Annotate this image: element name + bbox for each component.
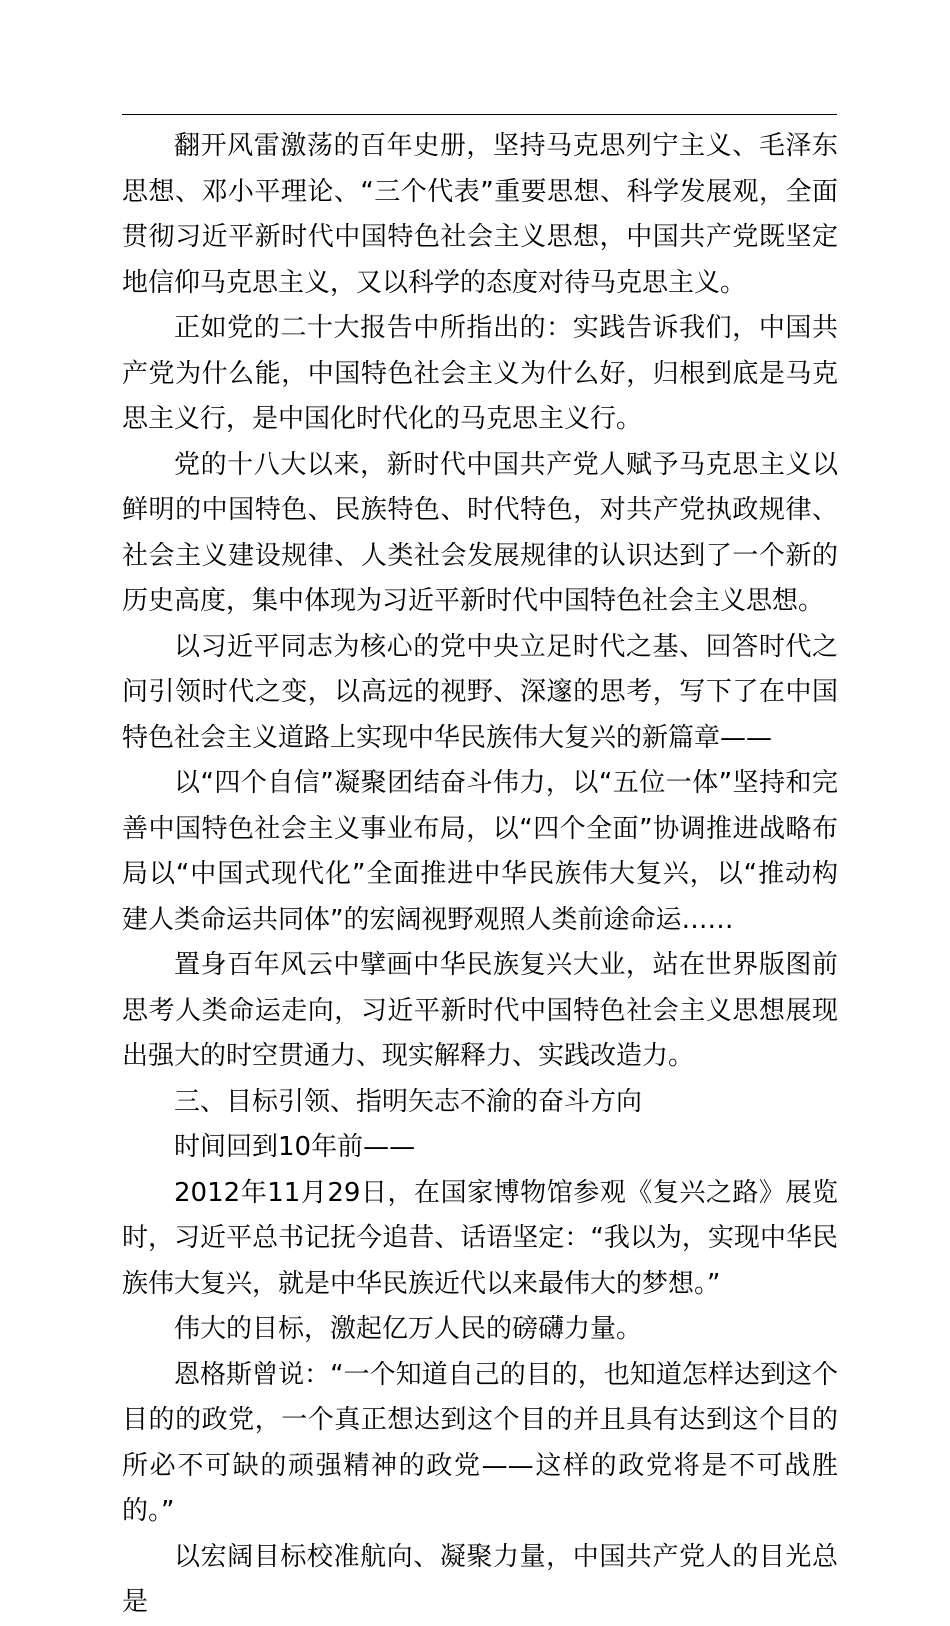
document-body xyxy=(122,124,838,1626)
paragraph-4: 以习近平同志为核心的党中央立足时代之基、回答时代之问引领时代之变，以高远的视野、深邃的思考，写下了在中国特色社会主义道路上实现中华民族伟大复兴的新篇章—— xyxy=(122,631,838,753)
paragraph-9: 伟大的目标，激起亿万人民的磅礴力量。 xyxy=(174,1314,643,1344)
paragraph-10: 恩格斯曾说：“一个知道自己的目的，也知道怎样达到这个目的的政党，一个真正想达到这个目的并且具有达到这个目的所必不可缺的顽强精神的政党——这样的政党将是不可战胜的。” xyxy=(122,1359,838,1526)
paragraph-2: 正如党的二十大报告中所指出的：实践告诉我们，中国共产党为什么能，中国特色社会主义为什么好，归根到底是马克思主义行，是中国化时代化的马克思主义行。 xyxy=(122,313,838,434)
paragraph-6: 置身百年风云中擘画中华民族复兴大业，站在世界版图前思考人类命运走向，习近平新时代中国特色社会主义思想展现出强大的时空贯通力、现实解释力、实践改造力。 xyxy=(122,950,838,1071)
section-heading: 三、目标引领、指明矢志不渝的奋斗方向 xyxy=(174,1086,643,1117)
paragraph-5: 以“四个自信”凝聚团结奋斗伟力，以“五位一体”坚持和完善中国特色社会主义事业布局，以“四个全面”协调推进战略布局以“中国式现代化”全面推进中华民族伟大复兴，以“推动构建人类命运共同体”的宏阔视野观照人类前途命运…… xyxy=(122,768,838,935)
header-rule xyxy=(122,114,837,115)
paragraph-7: 时间回到10年前—— xyxy=(174,1132,416,1162)
paragraph-1: 翻开风雷激荡的百年史册，坚持马克思列宁主义、毛泽东思想、邓小平理论、“三个代表”重要思想、科学发展观，全面贯彻习近平新时代中国特色社会主义思想，中国共产党既坚定地信仰马克思主义，又以科学的态度对待马克思主义。 xyxy=(122,131,838,298)
paragraph-3: 党的十八大以来，新时代中国共产党人赋予马克思主义以鲜明的中国特色、民族特色、时代特色，对共产党执政规律、社会主义建设规律、人类社会发展规律的认识达到了一个新的历史高度，集中体现为习近平新时代中国特色社会主义思想。 xyxy=(122,449,838,616)
paragraph-8: 2012年11月29日，在国家博物馆参观《复兴之路》展览时，习近平总书记抚今追昔、话语坚定：“我以为，实现中华民族伟大复兴，就是中华民族近代以来最伟大的梦想。” xyxy=(122,1177,838,1299)
paragraph-11: 以宏阔目标校准航向、凝聚力量，中国共产党人的目光总是 xyxy=(122,1541,838,1617)
